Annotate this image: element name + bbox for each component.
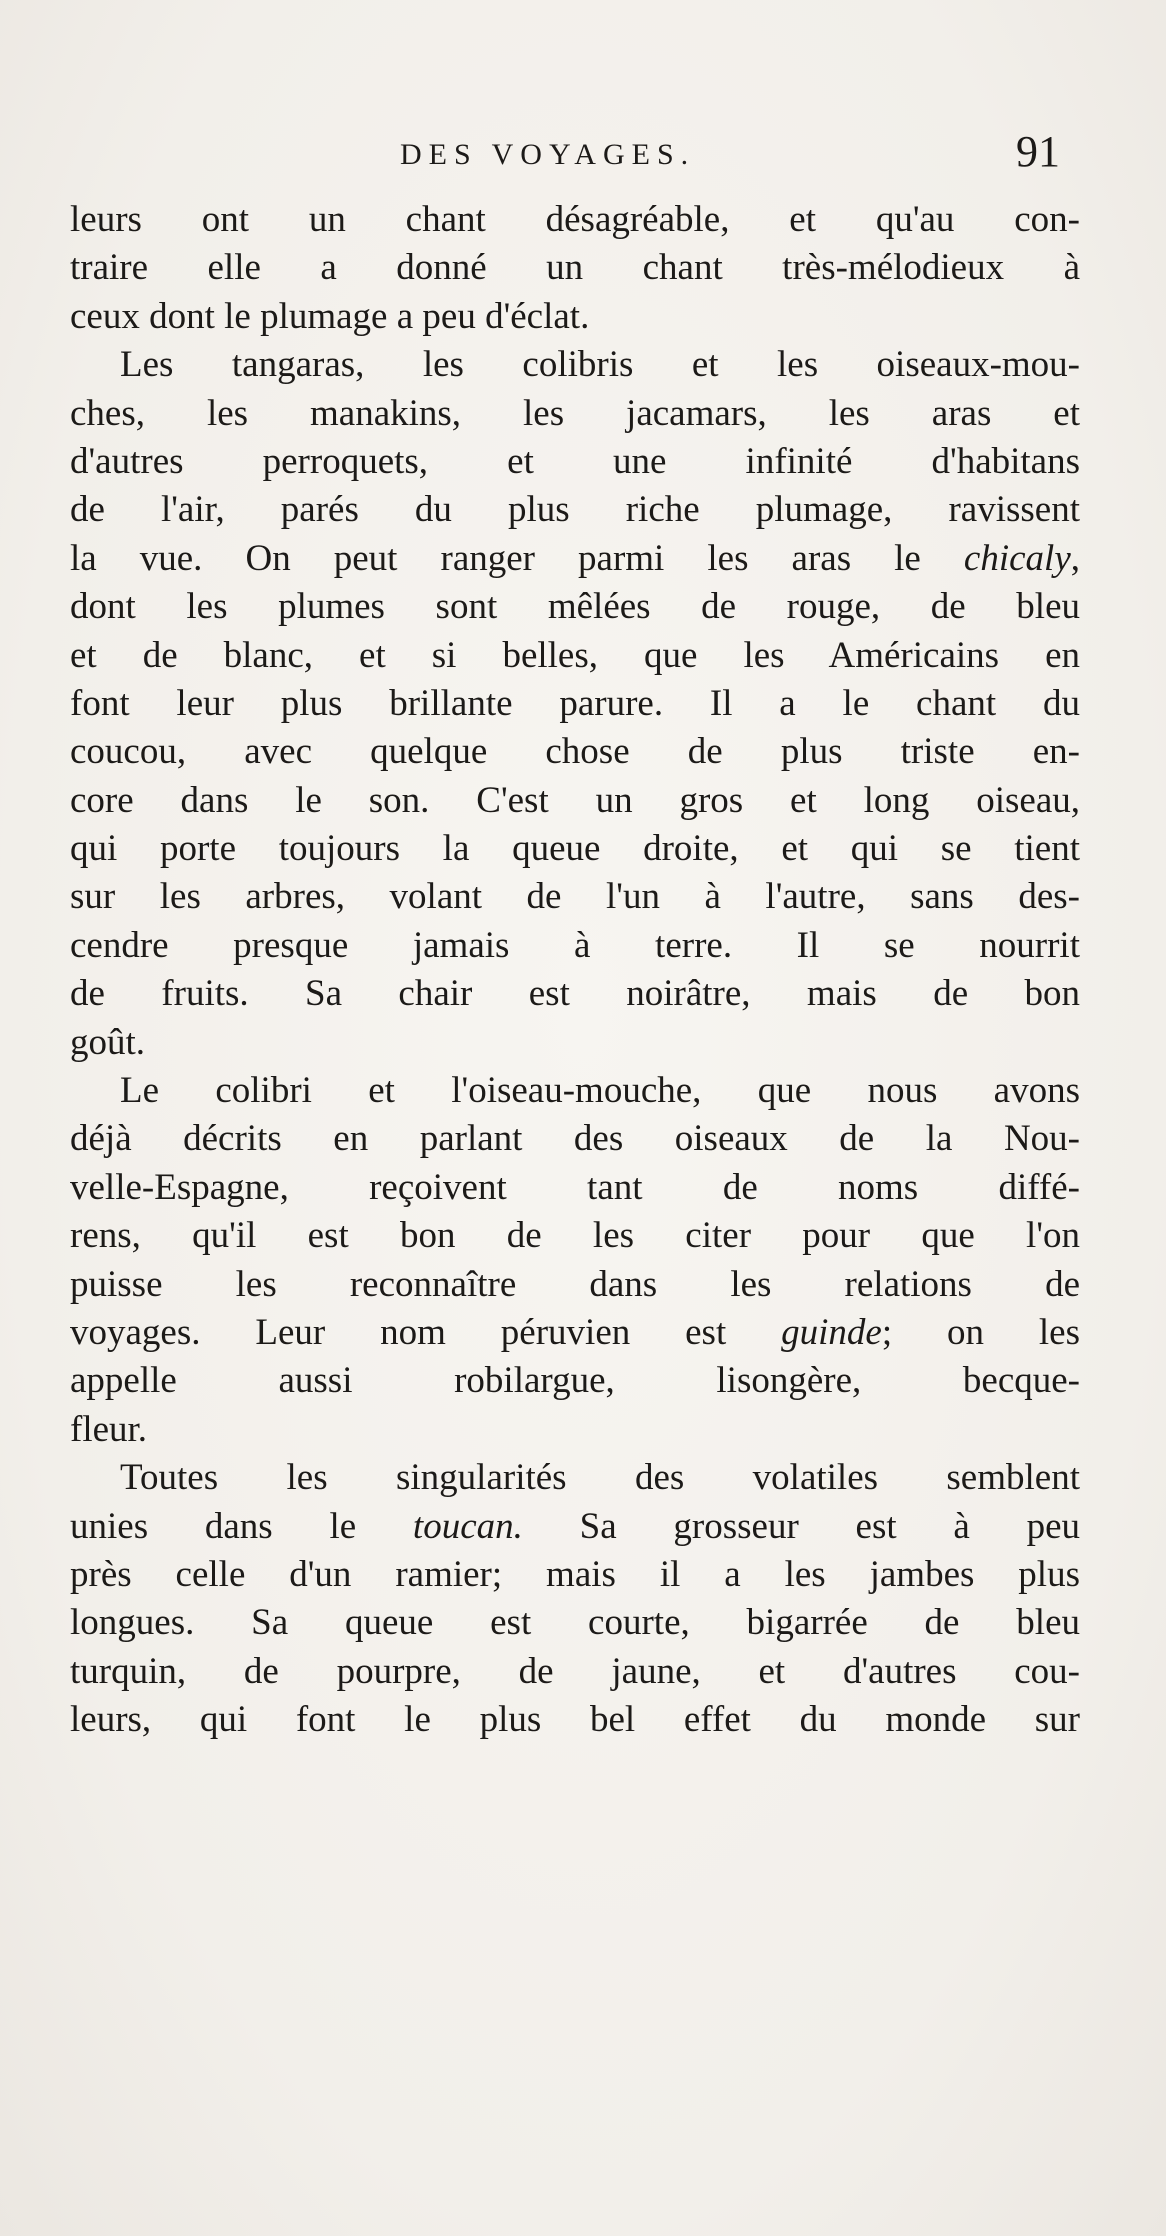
text-line: leurs ont un chant désagréable, et qu'au con- bbox=[70, 199, 1080, 240]
text-line: déjà décrits en parlant des oiseaux de la Nou- bbox=[70, 1118, 1080, 1160]
text-line: traire elle a donné un chant très-mélodieux à bbox=[70, 247, 1080, 289]
text-line: de l'air, parés du plus riche plumage, ravissent bbox=[70, 489, 1080, 531]
text-line: Les tangaras, les colibris et les oiseaux-mou- bbox=[120, 344, 1080, 386]
text-line bbox=[70, 1309, 1080, 1357]
text-line: rens, qu'il est bon de les citer pour que l'on bbox=[70, 1215, 1080, 1257]
text-segment: unies dans le bbox=[70, 1505, 413, 1547]
body-text bbox=[70, 196, 1080, 1745]
text-segment: Sa grosseur est à peu bbox=[522, 1505, 1081, 1547]
text-line: d'autres perroquets, et une infinité d'habitans bbox=[70, 440, 1080, 482]
text-line: Toutes les singularités des volatiles semblent bbox=[120, 1457, 1080, 1499]
text-line: qui porte toujours la queue droite, et qui se tient bbox=[70, 828, 1080, 870]
text-line: font leur plus brillante parure. Il a le chant du bbox=[70, 682, 1080, 724]
text-line: ches, les manakins, les jacamars, les aras et bbox=[70, 392, 1080, 434]
text-line: dont les plumes sont mêlées de rouge, de bleu bbox=[70, 586, 1080, 628]
text-line: goût. bbox=[70, 1021, 146, 1063]
text-line: velle-Espagne, reçoivent tant de noms diffé- bbox=[70, 1166, 1080, 1208]
text-line: sur les arbres, volant de l'un à l'autre, sans des- bbox=[70, 876, 1080, 918]
text-segment: ; on les bbox=[881, 1311, 1080, 1353]
text-line: appelle aussi robilargue, lisongère, becque- bbox=[70, 1360, 1080, 1402]
text-line: longues. Sa queue est courte, bigarrée de bleu bbox=[70, 1602, 1080, 1644]
text-line: turquin, de pourpre, de jaune, et d'autres cou- bbox=[70, 1650, 1080, 1692]
text-line: leurs, qui font le plus bel effet du monde sur bbox=[70, 1699, 1080, 1741]
text-line: Le colibri et l'oiseau-mouche, que nous avons bbox=[120, 1070, 1080, 1112]
text-line: puisse les reconnaître dans les relations de bbox=[70, 1263, 1080, 1305]
text-segment: la vue. On peut ranger parmi les aras le bbox=[70, 537, 964, 579]
text-line: coucou, avec quelque chose de plus triste en- bbox=[70, 731, 1080, 773]
text-line: cendre presque jamais à terre. Il se nourrit bbox=[70, 924, 1080, 966]
text-segment: voyages. Leur nom péruvien est bbox=[70, 1311, 782, 1353]
running-title: DES VOYAGES. bbox=[400, 138, 696, 171]
text-line: fleur. bbox=[70, 1408, 148, 1450]
page-number: 91 bbox=[1016, 127, 1060, 176]
text-line: et de blanc, et si belles, que les Américains en bbox=[70, 634, 1080, 676]
text-line: près celle d'un ramier; mais il a les jambes plus bbox=[70, 1553, 1080, 1595]
text-line: de fruits. Sa chair est noirâtre, mais de bon bbox=[70, 973, 1080, 1015]
text-line: ceux dont le plumage a peu d'éclat. bbox=[70, 295, 590, 337]
italic-term: guinde bbox=[781, 1311, 882, 1353]
text-line bbox=[70, 535, 1080, 583]
italic-term: chicaly bbox=[963, 537, 1071, 579]
text-line bbox=[70, 1503, 1080, 1551]
italic-term: toucan. bbox=[412, 1505, 523, 1547]
text-line: core dans le son. C'est un gros et long oiseau, bbox=[70, 779, 1080, 821]
text-segment: , bbox=[1070, 537, 1080, 579]
